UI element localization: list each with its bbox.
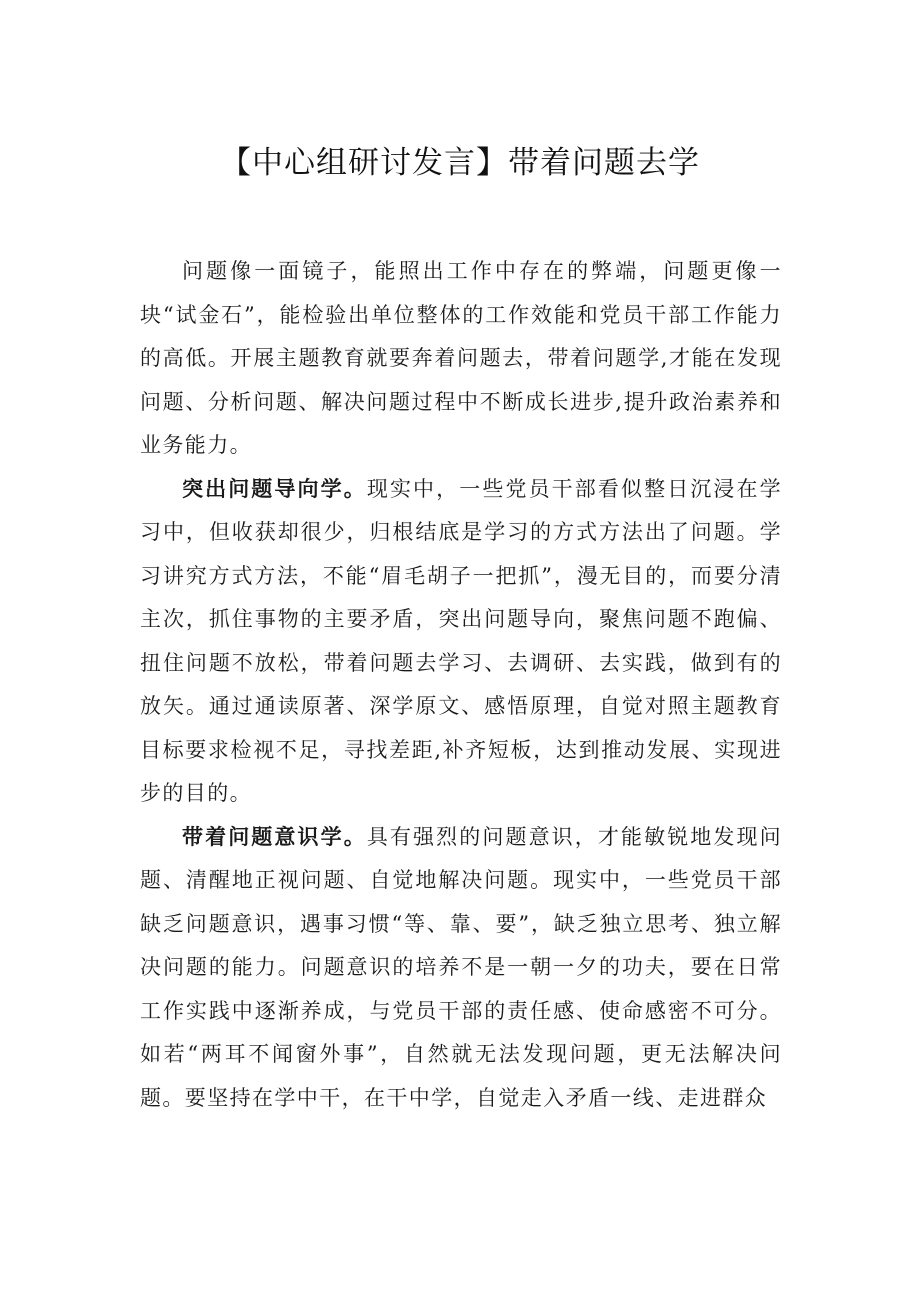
section-paragraph-1 bbox=[140, 468, 782, 816]
section-text-2: 具有强烈的问题意识，才能敏锐地发现问题、清醒地正视问题、自觉地解决问题。现实中，一些党员干部缺乏问题意识，遇事习惯“等、靠、要”，缺乏独立思考、独立解决问题的能力。问题意识的培养不是一朝一夕的功夫，要在日常工作实践中逐渐养成，与党员干部的责任感、使命感密不可分。如若“两耳不闻窗外事”，自然就无法发现问题，更无法解决问题。要坚持在学中干，在干中学，自觉走入矛盾一线、走进群众 bbox=[140, 824, 783, 1110]
section-lead-2: 带着问题意识学。 bbox=[182, 824, 367, 849]
section-text-1: 现实中，一些党员干部看似整日沉浸在学习中，但收获却很少，归根结底是学习的方式方法出了问题。学习讲究方式方法，不能“眉毛胡子一把抓”，漫无目的，而要分清主次，抓住事物的主要矛盾，突出问题导向，聚焦问题不跑偏、扭住问题不放松，带着问题去学习、去调研、去实践，做到有的放矢。通过通读原著、深学原文、感悟原理，自觉对照主题教育目标要求检视不足，寻找差距,补齐短板，达到推动发展、实现进步的目的。 bbox=[140, 476, 783, 805]
section-paragraph-2 bbox=[140, 816, 782, 1121]
document-title: 【中心组研讨发言】带着问题去学 bbox=[220, 145, 700, 181]
section-lead-1: 突出问题导向学。 bbox=[182, 476, 367, 501]
document-body bbox=[140, 250, 782, 1120]
intro-paragraph: 问题像一面镜子，能照出工作中存在的弊端，问题更像一块“试金石”，能检验出单位整体的工作效能和党员干部工作能力的高低。开展主题教育就要奔着问题去，带着问题学,才能在发现问题、分析问题、解决问题过程中不断成长进步,提升政治素养和业务能力。 bbox=[140, 259, 782, 457]
